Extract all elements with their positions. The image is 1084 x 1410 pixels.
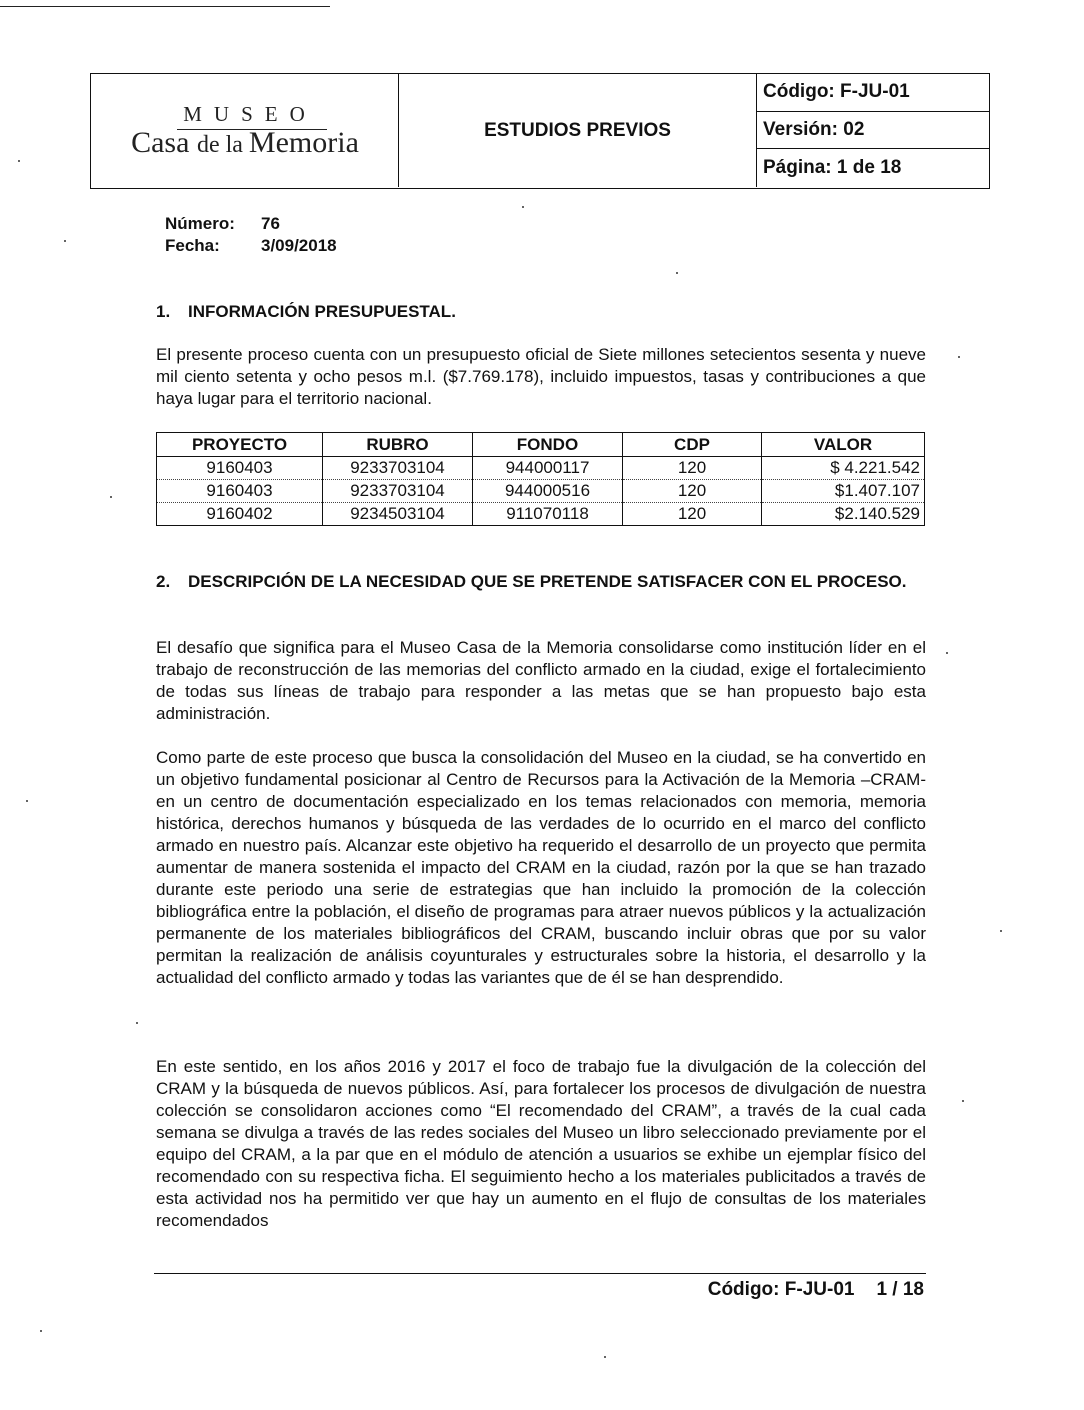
table-row: [157, 457, 925, 480]
section-2-title: DESCRIPCIÓN DE LA NECESIDAD QUE SE PRETENDE SATISFACER CON EL PROCESO.: [188, 572, 907, 591]
cell-rubro: 9233703104: [323, 457, 473, 480]
section-1-title: INFORMACIÓN PRESUPUESTAL.: [188, 302, 456, 321]
scan-speck: [136, 1022, 138, 1024]
cell-proyecto: 9160402: [157, 503, 323, 526]
scan-speck: [676, 272, 678, 274]
cell-valor: $ 4.221.542: [762, 457, 925, 480]
footer-divider: [154, 1273, 926, 1274]
scan-top-line: [0, 6, 330, 7]
cell-proyecto: 9160403: [157, 480, 323, 503]
budget-table-header-row: [157, 433, 925, 457]
col-header-fondo: FONDO: [473, 433, 623, 457]
section-2-paragraph-2: Como parte de este proceso que busca la consolidación del Museo en la ciudad, se ha convertido en un objetivo fundamental posicionar al Centro de Recursos para la Activación de la Memoria –CRAM- en un centro de documentación especializado en los temas relacionados con memoria, memoria histórica, derechos humanos y búsqueda de las verdades de lo ocurrido en el marco del conflicto armado en nuestro país. Alcanzar este objetivo ha requerido el desarrollo de un proyecto que permita aumentar de manera sostenida el impacto del CRAM en la ciudad, razón por la que se han trazado durante este periodo una serie de estrategias que han incluido la promoción de la colección bibliográfica entre la población, el diseño de programas para atraer nuevos públicos y la actualización permanente de los materiales bibliográficos del CRAM, buscando incluir obras que por su valor permitan la realización de análisis coyunturales y estructurales sobre la historia, el desarrollo y la actualidad del conflicto armado y todas las variantes que de él se han desprendido.: [156, 748, 926, 987]
numero-label: Número:: [165, 214, 235, 233]
cell-fondo: 911070118: [473, 503, 623, 526]
scan-speck: [604, 1356, 606, 1358]
cell-fondo: 944000516: [473, 480, 623, 503]
cell-rubro: 9233703104: [323, 480, 473, 503]
scan-speck: [40, 1330, 42, 1332]
footer-codigo: Código: F-JU-01: [707, 1279, 855, 1300]
scan-speck: [946, 652, 948, 654]
scan-speck: [110, 496, 112, 498]
table-row: [157, 503, 925, 526]
logo-museo-text: MUSEO: [183, 102, 317, 126]
logo-name-de-la: de la: [196, 132, 249, 158]
meta-codigo: Código: F-JU-01: [757, 74, 989, 112]
cell-cdp: 120: [623, 503, 762, 526]
scan-speck: [958, 356, 960, 358]
meta-version: Versión: 02: [757, 112, 989, 150]
cell-proyecto: 9160403: [157, 457, 323, 480]
section-2-paragraph-1: El desafío que significa para el Museo Casa de la Memoria consolidarse como institución líder en el trabajo de reconstrucción de las memorias del conflicto armado en la ciudad, exige el fortalecimiento de todas sus líneas de trabajo para responder a las metas que se han propuesto bajo esta administración.: [156, 638, 926, 723]
numero-value: 76: [261, 214, 280, 233]
col-header-proyecto: PROYECTO: [157, 433, 323, 457]
cell-fondo: 944000117: [473, 457, 623, 480]
museum-logo: [91, 74, 399, 187]
logo-name-casa: Casa: [131, 126, 197, 159]
footer-page-number: 1 / 18: [876, 1279, 924, 1300]
col-header-rubro: RUBRO: [323, 433, 473, 457]
scan-speck: [64, 240, 66, 242]
document-title: ESTUDIOS PREVIOS: [484, 119, 671, 141]
logo-name-text: [91, 126, 399, 160]
document-meta: [756, 74, 989, 187]
col-header-cdp: CDP: [623, 433, 762, 457]
fecha-label: Fecha:: [165, 236, 220, 255]
meta-pagina: Página: 1 de 18: [763, 157, 902, 179]
budget-table: [156, 432, 925, 526]
section-2-heading: [156, 570, 926, 593]
col-header-valor: VALOR: [762, 433, 925, 457]
document-header: [90, 73, 990, 189]
section-1-paragraph: El presente proceso cuenta con un presupuesto oficial de Siete millones setecientos sesenta y nueve mil ciento setenta y ocho pesos m.l. ($7.769.178), incluido impuestos, tasas y contribuciones a que haya lugar para el territorio nacional.: [156, 345, 926, 408]
scan-speck: [18, 160, 20, 162]
scan-speck: [962, 1100, 964, 1102]
scan-speck: [26, 800, 28, 802]
section-1-heading: [156, 300, 926, 323]
fecha-value: 3/09/2018: [261, 236, 337, 255]
scan-speck: [522, 206, 524, 208]
section-2-number: 2.: [156, 572, 171, 591]
scan-speck: [1000, 930, 1002, 932]
table-row: [157, 480, 925, 503]
cell-cdp: 120: [623, 480, 762, 503]
numero-fecha-block: [165, 213, 337, 257]
section-1-number: 1.: [156, 302, 171, 321]
cell-rubro: 9234503104: [323, 503, 473, 526]
page-footer: [154, 1279, 924, 1301]
section-2-paragraph-3: En este sentido, en los años 2016 y 2017 el foco de trabajo fue la divulgación de la colección del CRAM y la búsqueda de nuevos públicos. Así, para fortalecer los procesos de divulgación de nuestra colección se consolidaron acciones como “El recomendado del CRAM”, a través de la cual cada semana se divulga a través de las redes sociales del Museo un libro seleccionado previamente por el equipo del CRAM, a la par que en el módulo de atención a usuarios se exhibe un ejemplar físico del recomendado con su respectiva ficha. El seguimiento hecho a los materiales publicitados a través de esta actividad nos ha permitido ver que hay un aumento en el flujo de consultas de los materiales recomendados: [156, 1057, 926, 1230]
cell-valor: $1.407.107: [762, 480, 925, 503]
logo-name-memoria: Memoria: [248, 126, 359, 159]
cell-cdp: 120: [623, 457, 762, 480]
cell-valor: $2.140.529: [762, 503, 925, 526]
